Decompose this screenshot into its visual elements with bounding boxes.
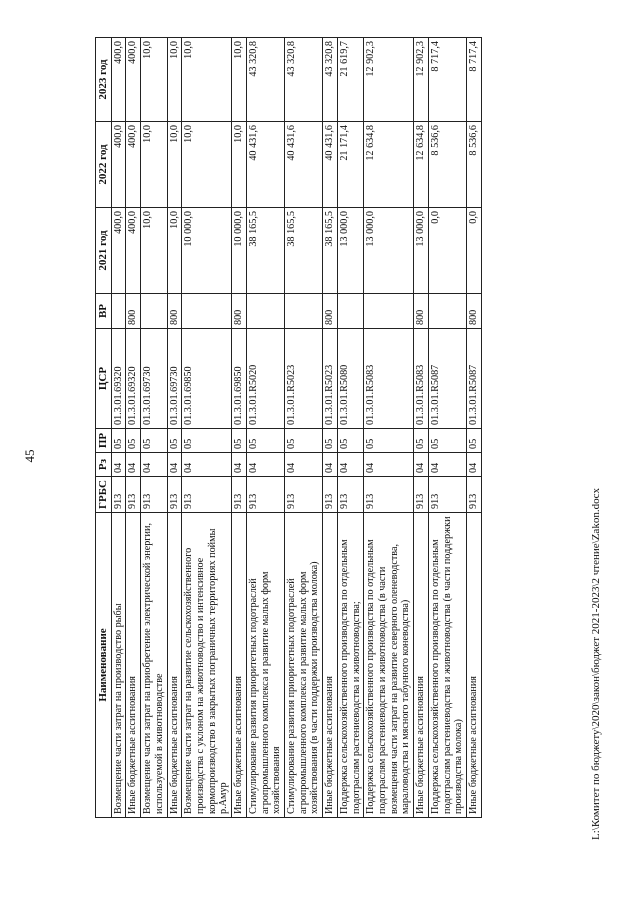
cell-csr: 01.3.01.R5023 — [284, 329, 322, 429]
cell-rz: 04 — [337, 453, 363, 477]
table-row — [126, 38, 141, 818]
header-2023: 2023 год — [96, 38, 112, 122]
cell-csr: 01.3.01.R5080 — [337, 329, 363, 429]
cell-2022: 10,0 — [232, 122, 247, 208]
cell-grbs: 913 — [182, 477, 232, 513]
table-row — [428, 38, 466, 818]
cell-vr: 800 — [167, 294, 182, 329]
cell-pr: 05 — [126, 429, 141, 453]
table-row — [414, 38, 429, 818]
cell-2023: 43 320,8 — [284, 38, 322, 122]
cell-rz: 04 — [232, 453, 247, 477]
cell-pr: 05 — [167, 429, 182, 453]
cell-2021: 38 165,5 — [246, 208, 284, 294]
cell-pr: 05 — [323, 429, 338, 453]
cell-name: Иные бюджетные ассигнования — [323, 513, 338, 818]
cell-2021: 10,0 — [167, 208, 182, 294]
cell-name: Возмещение части затрат на развитие сельскохозяйственного производства с уклоном на животноводство и интенсивное кормопроизводство в закрытых пограничных территориях поймы р.Амур — [182, 513, 232, 818]
cell-pr: 05 — [111, 429, 126, 453]
cell-pr: 05 — [467, 429, 482, 453]
cell-name: Поддержка сельскохозяйственного производства по отдельным подотраслям растениеводства и животноводства; — [337, 513, 363, 818]
cell-grbs: 913 — [111, 477, 126, 513]
cell-csr: 01.3.01.69730 — [167, 329, 182, 429]
cell-vr — [182, 294, 232, 329]
table-row — [141, 38, 167, 818]
cell-2021: 0,0 — [467, 208, 482, 294]
cell-2021: 10 000,0 — [232, 208, 247, 294]
cell-2023: 400,0 — [111, 38, 126, 122]
cell-rz: 04 — [111, 453, 126, 477]
cell-rz: 04 — [246, 453, 284, 477]
cell-grbs: 913 — [428, 477, 466, 513]
header-2021: 2021 год — [96, 208, 112, 294]
table-row — [111, 38, 126, 818]
cell-name: Стимулирование развития приоритетных подотраслей агропромышленного комплекса и развитие малых форм хозяйствования — [246, 513, 284, 818]
cell-pr: 05 — [246, 429, 284, 453]
cell-grbs: 913 — [337, 477, 363, 513]
cell-2023: 43 320,8 — [323, 38, 338, 122]
cell-2023: 10,0 — [141, 38, 167, 122]
cell-2022: 8 536,6 — [467, 122, 482, 208]
cell-vr — [364, 294, 414, 329]
cell-2022: 40 431,6 — [323, 122, 338, 208]
cell-csr: 01.3.01.69850 — [232, 329, 247, 429]
cell-grbs: 913 — [167, 477, 182, 513]
cell-2022: 10,0 — [141, 122, 167, 208]
cell-pr: 05 — [364, 429, 414, 453]
cell-grbs: 913 — [284, 477, 322, 513]
cell-2022: 21 171,4 — [337, 122, 363, 208]
cell-rz: 04 — [428, 453, 466, 477]
cell-grbs: 913 — [467, 477, 482, 513]
cell-csr: 01.3.01.R5087 — [467, 329, 482, 429]
cell-grbs: 913 — [126, 477, 141, 513]
cell-2023: 10,0 — [182, 38, 232, 122]
cell-grbs: 913 — [364, 477, 414, 513]
cell-2021: 10,0 — [141, 208, 167, 294]
cell-name: Иные бюджетные ассигнования — [232, 513, 247, 818]
table-header-row — [96, 38, 112, 818]
cell-2023: 10,0 — [232, 38, 247, 122]
page-number: 45 — [22, 449, 37, 463]
cell-2023: 12 902,3 — [414, 38, 429, 122]
cell-pr: 05 — [428, 429, 466, 453]
cell-name: Иные бюджетные ассигнования — [126, 513, 141, 818]
cell-2023: 8 717,4 — [428, 38, 466, 122]
cell-pr: 05 — [141, 429, 167, 453]
cell-2021: 13 000,0 — [414, 208, 429, 294]
cell-name: Возмещение части затрат на приобретение электрической энергии, используемой в животноводстве — [141, 513, 167, 818]
cell-name: Иные бюджетные ассигнования — [167, 513, 182, 818]
cell-vr — [111, 294, 126, 329]
cell-grbs: 913 — [141, 477, 167, 513]
header-name: Наименование — [96, 513, 112, 818]
header-rz: Рз — [96, 453, 112, 477]
budget-table — [95, 37, 482, 818]
cell-name: Стимулирование развития приоритетных подотраслей агропромышленного комплекса и развитие малых форм хозяйствования (в части поддержки производства молока) — [284, 513, 322, 818]
cell-pr: 05 — [414, 429, 429, 453]
cell-2022: 10,0 — [182, 122, 232, 208]
cell-csr: 01.3.01.69850 — [182, 329, 232, 429]
cell-2022: 10,0 — [167, 122, 182, 208]
cell-2023: 8 717,4 — [467, 38, 482, 122]
cell-pr: 05 — [232, 429, 247, 453]
cell-2021: 38 165,5 — [323, 208, 338, 294]
cell-vr — [246, 294, 284, 329]
cell-csr: 01.3.01.R5083 — [364, 329, 414, 429]
cell-2023: 21 619,7 — [337, 38, 363, 122]
cell-csr: 01.3.01.69320 — [126, 329, 141, 429]
table-row — [246, 38, 284, 818]
cell-rz: 04 — [467, 453, 482, 477]
table-row — [364, 38, 414, 818]
cell-rz: 04 — [414, 453, 429, 477]
cell-pr: 05 — [284, 429, 322, 453]
cell-2021: 400,0 — [126, 208, 141, 294]
cell-pr: 05 — [182, 429, 232, 453]
cell-name: Иные бюджетные ассигнования — [414, 513, 429, 818]
cell-2022: 400,0 — [126, 122, 141, 208]
cell-rz: 04 — [126, 453, 141, 477]
header-pr: ПР — [96, 429, 112, 453]
header-2022: 2022 год — [96, 122, 112, 208]
cell-name: Поддержка сельскохозяйственного производства по отдельным подотраслям растениеводства и животноводства (в части возмещения части затрат на развитие северного оленеводства, мараловодства и мясного табунного коневодства) — [364, 513, 414, 818]
cell-2021: 10 000,0 — [182, 208, 232, 294]
cell-grbs: 913 — [246, 477, 284, 513]
header-vr: ВР — [96, 294, 112, 329]
cell-2022: 40 431,6 — [284, 122, 322, 208]
cell-csr: 01.3.01.R5020 — [246, 329, 284, 429]
header-grbs: ГРБС — [96, 477, 112, 513]
cell-2023: 10,0 — [167, 38, 182, 122]
table-row — [182, 38, 232, 818]
cell-csr: 01.3.01.R5023 — [323, 329, 338, 429]
header-csr: ЦСР — [96, 329, 112, 429]
cell-csr: 01.3.01.69730 — [141, 329, 167, 429]
cell-rz: 04 — [141, 453, 167, 477]
cell-2021: 38 165,5 — [284, 208, 322, 294]
cell-csr: 01.3.01.R5087 — [428, 329, 466, 429]
cell-2021: 13 000,0 — [364, 208, 414, 294]
cell-vr — [284, 294, 322, 329]
cell-vr — [141, 294, 167, 329]
cell-rz: 04 — [323, 453, 338, 477]
table-row — [284, 38, 322, 818]
cell-vr: 800 — [467, 294, 482, 329]
cell-2022: 40 431,6 — [246, 122, 284, 208]
cell-vr: 800 — [232, 294, 247, 329]
file-path-footer: L:\Комитет по бюджету\2020\закон\бюджет 2021-2023\2 чтение\Zakon.docx — [590, 488, 602, 840]
cell-2022: 8 536,6 — [428, 122, 466, 208]
cell-2021: 0,0 — [428, 208, 466, 294]
cell-vr: 800 — [126, 294, 141, 329]
cell-csr: 01.3.01.R5083 — [414, 329, 429, 429]
table-row — [467, 38, 482, 818]
cell-2021: 13 000,0 — [337, 208, 363, 294]
table-row — [337, 38, 363, 818]
cell-vr: 800 — [414, 294, 429, 329]
cell-rz: 04 — [284, 453, 322, 477]
table-row — [323, 38, 338, 818]
cell-pr: 05 — [337, 429, 363, 453]
cell-2022: 12 634,8 — [414, 122, 429, 208]
cell-rz: 04 — [182, 453, 232, 477]
cell-name: Иные бюджетные ассигнования — [467, 513, 482, 818]
cell-name: Поддержка сельскохозяйственного производства по отдельным подотраслям растениеводства и животноводства (в части поддержки производства молока) — [428, 513, 466, 818]
cell-2021: 400,0 — [111, 208, 126, 294]
cell-2023: 43 320,8 — [246, 38, 284, 122]
cell-2022: 400,0 — [111, 122, 126, 208]
cell-grbs: 913 — [232, 477, 247, 513]
table-row — [167, 38, 182, 818]
cell-2023: 400,0 — [126, 38, 141, 122]
cell-rz: 04 — [167, 453, 182, 477]
budget-table-container — [95, 38, 482, 818]
cell-2022: 12 634,8 — [364, 122, 414, 208]
cell-vr: 800 — [323, 294, 338, 329]
table-row — [232, 38, 247, 818]
cell-vr — [337, 294, 363, 329]
cell-name: Возмещение части затрат на производство рыбы — [111, 513, 126, 818]
cell-rz: 04 — [364, 453, 414, 477]
cell-grbs: 913 — [414, 477, 429, 513]
cell-csr: 01.3.01.69320 — [111, 329, 126, 429]
cell-vr — [428, 294, 466, 329]
cell-2023: 12 902,3 — [364, 38, 414, 122]
cell-grbs: 913 — [323, 477, 338, 513]
